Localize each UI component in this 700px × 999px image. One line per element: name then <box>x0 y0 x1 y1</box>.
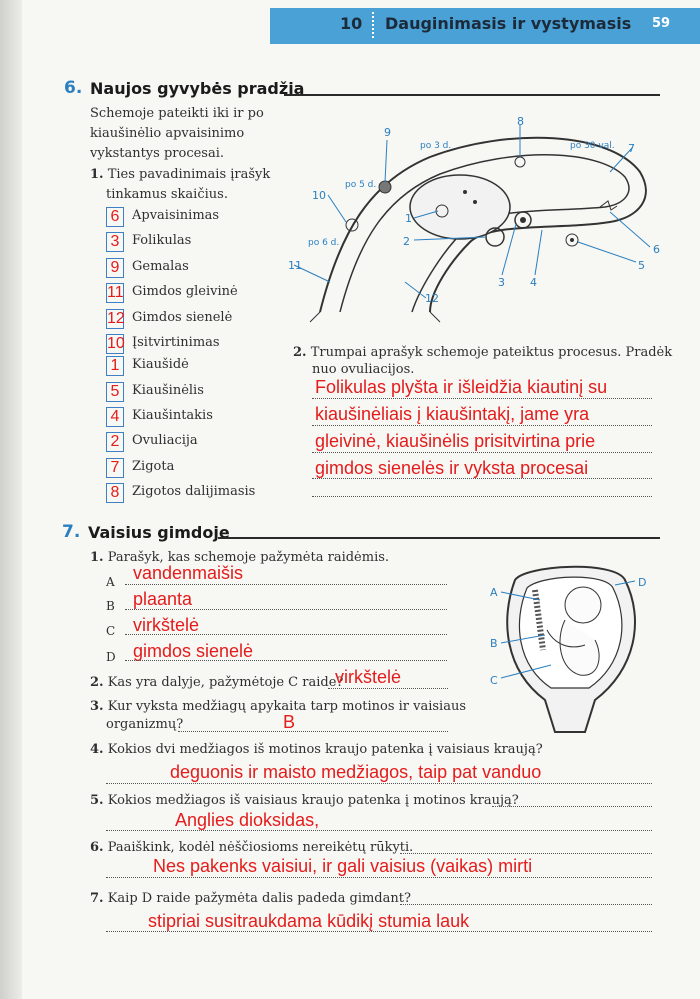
fetus-diagram <box>485 560 655 735</box>
answer-line <box>106 830 652 831</box>
diagram-number: 4 <box>530 276 537 289</box>
answer-box[interactable]: 10 <box>107 335 125 352</box>
letter-label: D <box>106 650 116 664</box>
handwritten-answer: gimdos sienelė <box>133 641 254 661</box>
page-number: 59 <box>652 16 671 31</box>
answer-box[interactable]: 12 <box>107 310 125 327</box>
chapter-number: 10 <box>340 14 363 33</box>
section-6-question-2-cont: nuo ovuliacijos. <box>312 362 415 377</box>
answer-line <box>125 660 447 661</box>
time-label: po 6 d. <box>308 238 340 248</box>
handwritten-answer: virkštelė <box>335 667 402 687</box>
handwritten-answer: Nes pakenks vaisiui, ir gali vaisius (vaikas) mirti <box>153 856 533 876</box>
answer-line <box>400 904 652 905</box>
item-label: Kiaušintakis <box>132 408 213 423</box>
answer-box[interactable]: 6 <box>106 207 124 227</box>
header-separator <box>372 12 376 38</box>
answer-box[interactable]: 9 <box>106 258 124 278</box>
ovulation-diagram <box>280 112 680 332</box>
handwritten-answer: vandenmaišis <box>133 563 244 583</box>
handwritten-answer: B <box>283 712 296 732</box>
diagram-number: 6 <box>653 243 660 256</box>
diagram-number: 3 <box>498 276 505 289</box>
fetus-diagram-letter: C <box>490 674 498 687</box>
section-7-question-7: 7. Kaip D raide pažymėta dalis padeda gimdant? <box>90 891 411 906</box>
page-binding-edge <box>0 0 22 999</box>
fetus-diagram-letter: D <box>638 576 647 589</box>
handwritten-answer: kiaušinėliais į kiaušintakį, jame yra <box>315 404 590 424</box>
answer-line <box>492 806 652 807</box>
section-6-number: 6. <box>64 78 83 98</box>
diagram-number: 11 <box>288 259 302 272</box>
answer-line <box>106 931 652 932</box>
item-label: Gemalas <box>132 259 189 274</box>
section-7-question-1: 1. Parašyk, kas schemoje pažymėta raidėmis. <box>90 550 390 565</box>
answer-line <box>106 877 652 878</box>
letter-label: A <box>106 575 115 589</box>
answer-box[interactable]: 3 <box>106 232 124 252</box>
answer-box[interactable]: 11 <box>107 284 124 301</box>
chapter-title: Dauginimasis ir vystymasis <box>385 14 632 33</box>
answer-line <box>312 398 652 399</box>
item-label: Kiaušinėlis <box>132 383 204 398</box>
answer-line <box>125 584 447 585</box>
answer-line <box>312 496 652 497</box>
diagram-number: 12 <box>425 292 439 305</box>
fetus-diagram-letter: B <box>490 637 498 650</box>
section-7-question-3: 3. Kur vyksta medžiagų apykaita tarp motinos ir vaisiaus <box>90 699 467 714</box>
time-label: po 5 d. <box>345 180 377 190</box>
item-label: Gimdos sienelė <box>132 310 233 325</box>
diagram-number: 8 <box>517 115 524 128</box>
item-label: Kiaušidė <box>132 357 189 372</box>
answer-box[interactable]: 1 <box>106 356 124 376</box>
item-label: Apvaisinimas <box>132 208 220 223</box>
section-7-title: Vaisius gimdoje <box>88 523 230 542</box>
section-6-question-1: 1. Ties pavadinimais įrašyk <box>90 167 271 182</box>
answer-box[interactable]: 8 <box>106 483 124 503</box>
fetus-diagram-letter: A <box>490 586 498 599</box>
item-label: Ovuliacija <box>132 433 198 448</box>
section-6-rule <box>284 94 660 96</box>
section-7-number: 7. <box>62 522 81 542</box>
section-7-question-3-cont: organizmų? <box>106 717 184 732</box>
handwritten-answer: deguonis ir maisto medžiagos, taip pat vanduo <box>170 762 542 782</box>
section-7-rule <box>218 537 660 539</box>
handwritten-answer: virkštelė <box>133 615 200 635</box>
section-6-title: Naujos gyvybės pradžia <box>90 79 305 98</box>
answer-line <box>312 425 652 426</box>
answer-box[interactable]: 4 <box>106 407 124 427</box>
handwritten-answer: gleivinė, kiaušinėlis prisitvirtina prie <box>315 431 596 451</box>
handwritten-answer: Folikulas plyšta ir išleidžia kiautinį su <box>315 377 608 397</box>
diagram-number: 2 <box>403 235 410 248</box>
answer-box[interactable]: 5 <box>106 382 124 402</box>
diagram-number: 1 <box>405 212 412 225</box>
answer-line <box>312 452 652 453</box>
time-label: po 30 val. <box>570 141 615 151</box>
item-label: Zigotos dalijimasis <box>132 484 256 499</box>
letter-label: B <box>106 599 115 613</box>
section-6-question-1-cont: tinkamus skaičius. <box>106 187 228 202</box>
item-label: Zigota <box>132 459 175 474</box>
answer-box[interactable]: 7 <box>106 458 124 478</box>
section-7-question-6: 6. Paaiškink, kodėl nėščiosioms nereikėtų rūkyti. <box>90 840 414 855</box>
diagram-number: 7 <box>628 142 635 155</box>
section-6-intro: Schemoje pateikti iki ir po kiaušinėlio apvaisinimo vykstantys procesai. <box>90 106 264 161</box>
section-7-question-2: 2. Kas yra dalyje, pažymėtoje C raide? <box>90 675 344 690</box>
answer-line <box>400 853 652 854</box>
handwritten-answer: Anglies dioksidas, <box>175 810 320 830</box>
answer-line <box>125 634 447 635</box>
item-label: Gimdos gleivinė <box>132 284 238 299</box>
answer-box[interactable]: 2 <box>106 432 124 452</box>
section-7-question-5: 5. Kokios medžiagos iš vaisiaus kraujo patenka į motinos kraują? <box>90 793 519 808</box>
answer-line <box>178 731 448 732</box>
time-label: po 3 d. <box>420 141 452 151</box>
section-7-question-4: 4. Kokios dvi medžiagos iš motinos kraujo patenka į vaisiaus kraują? <box>90 742 543 757</box>
diagram-number: 9 <box>384 126 391 139</box>
answer-line <box>312 478 652 479</box>
answer-line <box>328 688 448 689</box>
handwritten-answer: gimdos sienelės ir vyksta procesai <box>315 458 589 478</box>
item-label: Įsitvirtinimas <box>132 335 220 350</box>
letter-label: C <box>106 624 116 638</box>
handwritten-answer: stipriai susitraukdama kūdikį stumia lauk <box>148 911 470 931</box>
diagram-number: 10 <box>312 189 326 202</box>
diagram-number: 5 <box>638 259 645 272</box>
answer-line <box>106 783 652 784</box>
handwritten-answer: plaanta <box>133 589 193 609</box>
answer-line <box>125 609 447 610</box>
section-6-question-2: 2. Trumpai aprašyk schemoje pateiktus procesus. Pradėk <box>293 345 673 360</box>
item-label: Folikulas <box>132 233 192 248</box>
